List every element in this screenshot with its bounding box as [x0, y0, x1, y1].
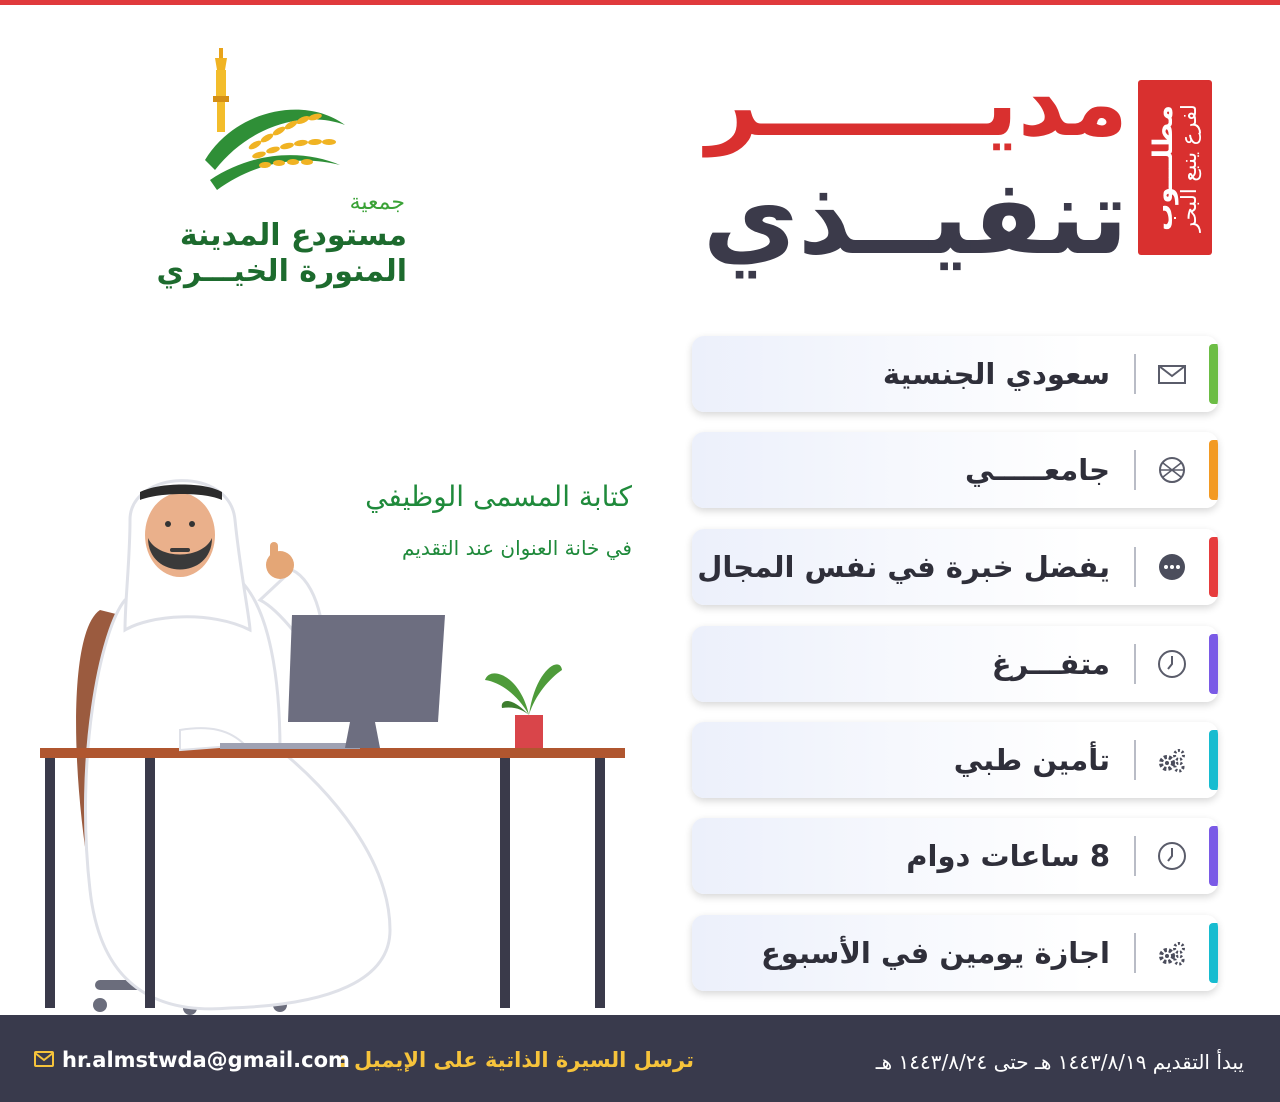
requirement-text: 8 ساعات دوام [906, 839, 1110, 873]
card-accent [1209, 537, 1218, 597]
contact-email[interactable]: hr.almstwda@gmail.com [62, 1048, 350, 1072]
clock-icon [1156, 840, 1188, 872]
clock-icon [1156, 648, 1188, 680]
requirement-text: اجازة يومين في الأسبوع [760, 936, 1110, 970]
note-subtitle: في خانة العنوان عند التقديم [402, 536, 632, 560]
requirement-text: يفضل خبرة في نفس المجال [697, 550, 1110, 584]
card-accent [1209, 344, 1218, 404]
org-name-line1: مستودع المدينة [179, 218, 407, 253]
org-label-small: جمعية [349, 190, 405, 215]
requirement-card [692, 722, 1218, 798]
send-cv-label: ترسل السيرة الذاتية على الإيميل : [338, 1048, 694, 1072]
job-title-line1: مديـــــــر [706, 50, 1128, 157]
mail-icon [34, 1051, 54, 1067]
requirement-card [692, 915, 1218, 991]
man-at-desk-illustration [30, 460, 650, 1020]
wanted-label: مطلـــوب [1147, 104, 1179, 231]
card-accent [1209, 634, 1218, 694]
gears-icon [1156, 937, 1188, 969]
requirement-text: جامعـــــي [964, 453, 1110, 487]
requirement-text: سعودي الجنسية [882, 357, 1110, 391]
job-title-line2: تنفيــذي [702, 156, 1128, 278]
requirement-card [692, 432, 1218, 508]
requirement-card [692, 529, 1218, 605]
minaret-wheat-emblem [195, 40, 425, 200]
gears-icon [1156, 744, 1188, 776]
wanted-tag [1138, 80, 1212, 255]
card-accent [1209, 923, 1218, 983]
org-logo [156, 40, 425, 290]
requirement-card [692, 818, 1218, 894]
requirement-text: تأمين طبي [953, 743, 1110, 777]
note-title: كتابة المسمى الوظيفي [365, 480, 632, 513]
card-accent [1209, 440, 1218, 500]
globe-icon [1156, 454, 1188, 486]
card-accent [1209, 826, 1218, 886]
application-dates: يبدأ التقديم ١٤٤٣/٨/١٩ هـ حتى ١٤٤٣/٨/٢٤ هـ [875, 1050, 1244, 1074]
top-accent-bar [0, 0, 1280, 5]
requirement-text: متفـــرغ [991, 647, 1110, 681]
requirement-card [692, 626, 1218, 702]
branch-label: لفرع ينبع البحر [1177, 103, 1202, 232]
envelope-icon [1156, 358, 1188, 390]
chat-icon [1156, 551, 1188, 583]
requirement-card [692, 336, 1218, 412]
card-accent [1209, 730, 1218, 790]
org-name-line2: المنورة الخيـــري [156, 254, 407, 289]
